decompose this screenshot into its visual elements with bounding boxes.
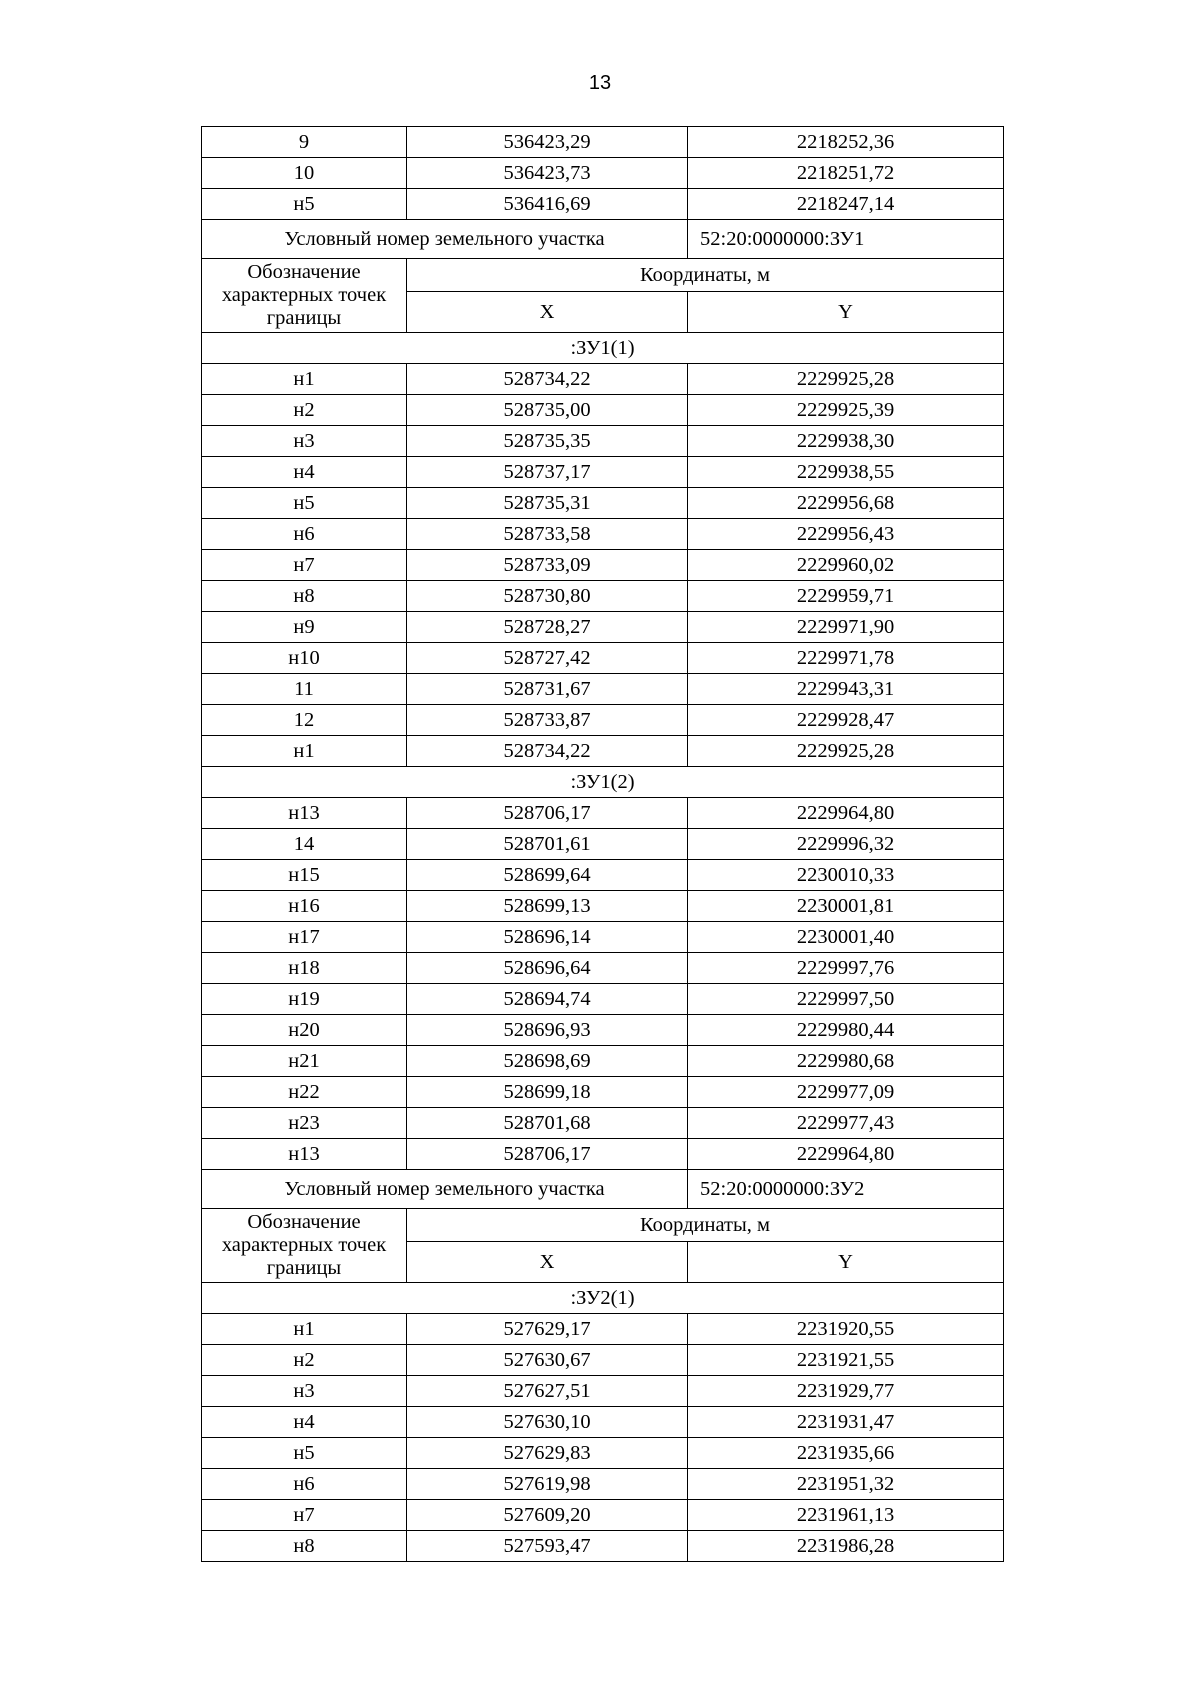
y-coordinate-cell: 2231920,55: [688, 1314, 1004, 1345]
y-coordinate-cell: 2218251,72: [688, 158, 1004, 189]
x-coordinate-cell: 528727,42: [407, 643, 688, 674]
table-row: [202, 519, 1004, 550]
y-coordinate-cell: 2229938,30: [688, 426, 1004, 457]
y-coordinate-cell: 2230001,81: [688, 891, 1004, 922]
y-coordinate-cell: 2229925,28: [688, 364, 1004, 395]
x-coordinate-cell: 527627,51: [407, 1376, 688, 1407]
x-column-header: X: [407, 292, 688, 333]
coordinates-header: Координаты, м: [407, 1209, 1004, 1242]
table-row: [202, 922, 1004, 953]
point-id-cell: н17: [202, 922, 407, 953]
table-row: [202, 1345, 1004, 1376]
x-coordinate-cell: 528699,18: [407, 1077, 688, 1108]
table-row: [202, 426, 1004, 457]
table-row: [202, 829, 1004, 860]
y-coordinate-cell: 2229956,43: [688, 519, 1004, 550]
y-coordinate-cell: 2229997,76: [688, 953, 1004, 984]
table-row: [202, 705, 1004, 736]
x-coordinate-cell: 536423,29: [407, 127, 688, 158]
table-row: [202, 550, 1004, 581]
y-coordinate-cell: 2231931,47: [688, 1407, 1004, 1438]
y-coordinate-cell: 2229980,44: [688, 1015, 1004, 1046]
point-id-cell: 10: [202, 158, 407, 189]
table-row: [202, 1407, 1004, 1438]
table-row: [202, 395, 1004, 426]
table-row: [202, 643, 1004, 674]
y-coordinate-cell: 2230001,40: [688, 922, 1004, 953]
coordinates-table: [201, 126, 1004, 1562]
table-row: [202, 1469, 1004, 1500]
table-row: [202, 189, 1004, 220]
y-coordinate-cell: 2231961,13: [688, 1500, 1004, 1531]
table-row: [202, 1015, 1004, 1046]
parcel-number-label: Условный номер земельного участка: [202, 1170, 688, 1209]
coordinates-table-body: [202, 127, 1004, 1562]
section-label: :ЗУ2(1): [202, 1283, 1004, 1314]
point-id-cell: н5: [202, 488, 407, 519]
table-row: [202, 457, 1004, 488]
y-coordinate-cell: 2231929,77: [688, 1376, 1004, 1407]
point-id-cell: н7: [202, 550, 407, 581]
point-designation-header: Обозначение характерных точек границы: [202, 259, 407, 333]
table-row: [202, 488, 1004, 519]
point-id-cell: н16: [202, 891, 407, 922]
x-coordinate-cell: 528701,68: [407, 1108, 688, 1139]
x-coordinate-cell: 528734,22: [407, 736, 688, 767]
table-row: [202, 581, 1004, 612]
table-row: [202, 158, 1004, 189]
point-id-cell: н3: [202, 426, 407, 457]
y-coordinate-cell: 2229997,50: [688, 984, 1004, 1015]
x-coordinate-cell: 528696,64: [407, 953, 688, 984]
y-coordinate-cell: 2229971,90: [688, 612, 1004, 643]
point-id-cell: н13: [202, 1139, 407, 1170]
y-column-header: Y: [688, 292, 1004, 333]
table-row: [202, 891, 1004, 922]
y-column-header: Y: [688, 1242, 1004, 1283]
x-coordinate-cell: 528730,80: [407, 581, 688, 612]
y-coordinate-cell: 2230010,33: [688, 860, 1004, 891]
parcel-number-row: [202, 220, 1004, 259]
x-column-header: X: [407, 1242, 688, 1283]
point-designation-header: Обозначение характерных точек границы: [202, 1209, 407, 1283]
table-row: [202, 1077, 1004, 1108]
y-coordinate-cell: 2231951,32: [688, 1469, 1004, 1500]
point-id-cell: н18: [202, 953, 407, 984]
point-id-cell: н8: [202, 581, 407, 612]
point-id-cell: н13: [202, 798, 407, 829]
point-id-cell: н22: [202, 1077, 407, 1108]
point-id-cell: н8: [202, 1531, 407, 1562]
y-coordinate-cell: 2229977,09: [688, 1077, 1004, 1108]
y-coordinate-cell: 2229925,28: [688, 736, 1004, 767]
y-coordinate-cell: 2229971,78: [688, 643, 1004, 674]
y-coordinate-cell: 2229956,68: [688, 488, 1004, 519]
y-coordinate-cell: 2218252,36: [688, 127, 1004, 158]
y-coordinate-cell: 2229996,32: [688, 829, 1004, 860]
table-row: [202, 1139, 1004, 1170]
y-coordinate-cell: 2231921,55: [688, 1345, 1004, 1376]
y-coordinate-cell: 2229960,02: [688, 550, 1004, 581]
y-coordinate-cell: 2229964,80: [688, 1139, 1004, 1170]
y-coordinate-cell: 2231986,28: [688, 1531, 1004, 1562]
section-label: :ЗУ1(1): [202, 333, 1004, 364]
x-coordinate-cell: 528694,74: [407, 984, 688, 1015]
x-coordinate-cell: 536416,69: [407, 189, 688, 220]
table-row: [202, 1046, 1004, 1077]
point-id-cell: н5: [202, 189, 407, 220]
x-coordinate-cell: 528731,67: [407, 674, 688, 705]
x-coordinate-cell: 528733,58: [407, 519, 688, 550]
coordinates-header: Координаты, м: [407, 259, 1004, 292]
point-id-cell: 14: [202, 829, 407, 860]
table-row: [202, 1376, 1004, 1407]
table-header-row: [202, 1209, 1004, 1242]
table-row: [202, 674, 1004, 705]
point-id-cell: н20: [202, 1015, 407, 1046]
x-coordinate-cell: 527619,98: [407, 1469, 688, 1500]
table-row: [202, 736, 1004, 767]
y-coordinate-cell: 2229964,80: [688, 798, 1004, 829]
point-id-cell: н6: [202, 1469, 407, 1500]
table-row: [202, 1108, 1004, 1139]
section-label: :ЗУ1(2): [202, 767, 1004, 798]
point-id-cell: н4: [202, 1407, 407, 1438]
point-id-cell: 12: [202, 705, 407, 736]
point-id-cell: н3: [202, 1376, 407, 1407]
point-id-cell: н4: [202, 457, 407, 488]
x-coordinate-cell: 528728,27: [407, 612, 688, 643]
y-coordinate-cell: 2229959,71: [688, 581, 1004, 612]
section-row: [202, 767, 1004, 798]
point-id-cell: н1: [202, 364, 407, 395]
parcel-number-label: Условный номер земельного участка: [202, 220, 688, 259]
table-header-row: [202, 259, 1004, 292]
y-coordinate-cell: 2229980,68: [688, 1046, 1004, 1077]
point-id-cell: н10: [202, 643, 407, 674]
table-row: [202, 364, 1004, 395]
parcel-number-value: 52:20:0000000:ЗУ2: [688, 1170, 1004, 1209]
table-row: [202, 984, 1004, 1015]
point-id-cell: н21: [202, 1046, 407, 1077]
x-coordinate-cell: 528735,00: [407, 395, 688, 426]
table-row: [202, 1500, 1004, 1531]
page-number: 13: [588, 72, 612, 94]
point-id-cell: н1: [202, 736, 407, 767]
point-id-cell: н19: [202, 984, 407, 1015]
x-coordinate-cell: 528733,09: [407, 550, 688, 581]
x-coordinate-cell: 528706,17: [407, 1139, 688, 1170]
table-row: [202, 860, 1004, 891]
point-id-cell: н7: [202, 1500, 407, 1531]
y-coordinate-cell: 2229928,47: [688, 705, 1004, 736]
parcel-number-row: [202, 1170, 1004, 1209]
point-id-cell: н1: [202, 1314, 407, 1345]
x-coordinate-cell: 528737,17: [407, 457, 688, 488]
table-row: [202, 1531, 1004, 1562]
x-coordinate-cell: 527629,83: [407, 1438, 688, 1469]
x-coordinate-cell: 527629,17: [407, 1314, 688, 1345]
y-coordinate-cell: 2229938,55: [688, 457, 1004, 488]
section-row: [202, 1283, 1004, 1314]
x-coordinate-cell: 527630,10: [407, 1407, 688, 1438]
y-coordinate-cell: 2231935,66: [688, 1438, 1004, 1469]
section-row: [202, 333, 1004, 364]
parcel-number-value: 52:20:0000000:ЗУ1: [688, 220, 1004, 259]
y-coordinate-cell: 2218247,14: [688, 189, 1004, 220]
x-coordinate-cell: 536423,73: [407, 158, 688, 189]
table-row: [202, 612, 1004, 643]
x-coordinate-cell: 528696,93: [407, 1015, 688, 1046]
point-id-cell: н2: [202, 1345, 407, 1376]
table-row: [202, 798, 1004, 829]
x-coordinate-cell: 527609,20: [407, 1500, 688, 1531]
x-coordinate-cell: 528699,13: [407, 891, 688, 922]
point-id-cell: н9: [202, 612, 407, 643]
table-row: [202, 127, 1004, 158]
table-row: [202, 953, 1004, 984]
table-row: [202, 1438, 1004, 1469]
table-row: [202, 1314, 1004, 1345]
x-coordinate-cell: 528701,61: [407, 829, 688, 860]
point-id-cell: 9: [202, 127, 407, 158]
x-coordinate-cell: 528735,31: [407, 488, 688, 519]
y-coordinate-cell: 2229977,43: [688, 1108, 1004, 1139]
point-id-cell: н2: [202, 395, 407, 426]
point-id-cell: н6: [202, 519, 407, 550]
y-coordinate-cell: 2229943,31: [688, 674, 1004, 705]
point-id-cell: н15: [202, 860, 407, 891]
point-id-cell: н5: [202, 1438, 407, 1469]
x-coordinate-cell: 528696,14: [407, 922, 688, 953]
x-coordinate-cell: 528699,64: [407, 860, 688, 891]
point-id-cell: 11: [202, 674, 407, 705]
y-coordinate-cell: 2229925,39: [688, 395, 1004, 426]
x-coordinate-cell: 528733,87: [407, 705, 688, 736]
x-coordinate-cell: 527630,67: [407, 1345, 688, 1376]
x-coordinate-cell: 528735,35: [407, 426, 688, 457]
x-coordinate-cell: 528698,69: [407, 1046, 688, 1077]
point-id-cell: н23: [202, 1108, 407, 1139]
x-coordinate-cell: 527593,47: [407, 1531, 688, 1562]
x-coordinate-cell: 528706,17: [407, 798, 688, 829]
x-coordinate-cell: 528734,22: [407, 364, 688, 395]
